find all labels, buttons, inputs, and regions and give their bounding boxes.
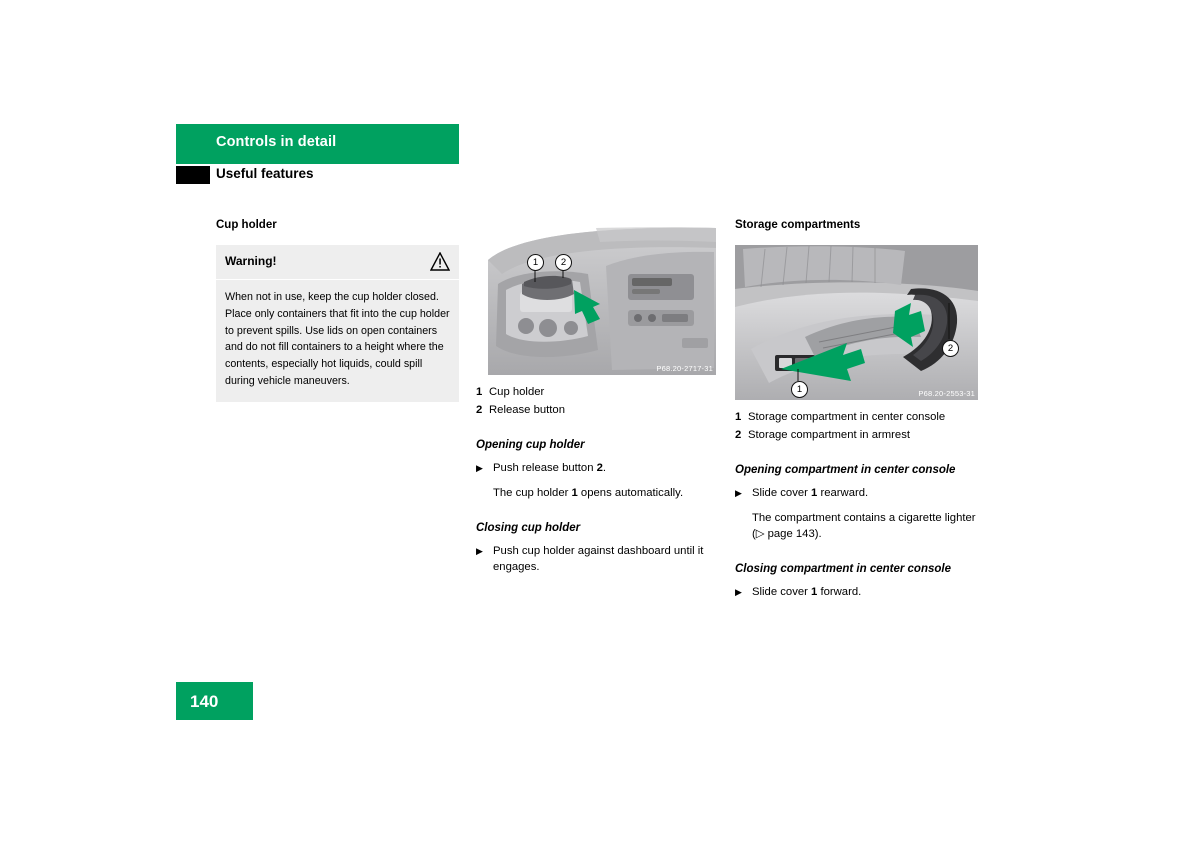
chapter-header-bar bbox=[176, 124, 459, 164]
list-item bbox=[476, 384, 721, 400]
page-number-badge bbox=[176, 682, 253, 720]
legend-text: Storage compartment in center console bbox=[748, 410, 946, 423]
chapter-title: Controls in detail bbox=[216, 134, 337, 150]
section-marker-block bbox=[176, 166, 210, 184]
figure-callout-2: 2 bbox=[555, 254, 572, 271]
opening-cup-holder-heading: Opening cup holder bbox=[476, 438, 585, 451]
legend-text: Storage compartment in armrest bbox=[748, 429, 910, 442]
triangle-bullet-icon: ▶ bbox=[735, 586, 742, 597]
step-text: Push cup holder against dashboard until it engages. bbox=[493, 544, 704, 573]
closing-cup-holder-heading: Closing cup holder bbox=[476, 521, 581, 534]
opening-compartment-heading: Opening compartment in center console bbox=[735, 463, 956, 476]
step-text: Slide cover 1 rearward. bbox=[752, 486, 869, 499]
list-item bbox=[735, 409, 980, 425]
legend-number: 2 bbox=[476, 404, 483, 417]
step-text: Slide cover 1 forward. bbox=[752, 585, 862, 598]
cup-holder-figure bbox=[476, 218, 716, 375]
column-right bbox=[735, 218, 980, 600]
page-reference-icon: ▷ bbox=[755, 528, 765, 541]
figure-code: P68.20-2553-31 bbox=[918, 388, 975, 398]
opening-cup-holder-note: The cup holder 1 opens automatically. bbox=[493, 487, 684, 500]
triangle-bullet-icon: ▶ bbox=[476, 462, 483, 473]
triangle-bullet-icon: ▶ bbox=[735, 487, 742, 498]
opening-compartment-note: The compartment contains a cigarette lighter (▷ page 143). bbox=[752, 512, 976, 541]
cup-holder-legend bbox=[476, 384, 721, 419]
figure-callout-2: 2 bbox=[942, 340, 959, 357]
warning-text: When not in use, keep the cup holder closed. Place only containers that fit into the cup holder to prevent spills. Use lids on open containers and do not fill containers to a height where the contents, especially hot liquids, could spill during vehicle maneuvers. bbox=[225, 290, 450, 387]
instruction-step bbox=[735, 485, 980, 501]
step-text: Push release button 2. bbox=[493, 461, 607, 474]
page-number: 140 bbox=[190, 692, 219, 711]
instruction-step bbox=[735, 584, 980, 600]
column-middle bbox=[476, 218, 721, 575]
section-title: Useful features bbox=[216, 166, 314, 181]
storage-compartment-legend bbox=[735, 409, 980, 444]
figure-code: P68.20-2717-31 bbox=[656, 364, 713, 373]
legend-text: Release button bbox=[489, 404, 565, 417]
storage-compartment-figure bbox=[735, 245, 978, 400]
list-item bbox=[735, 427, 980, 443]
column-left bbox=[216, 218, 459, 402]
warning-triangle-icon bbox=[430, 252, 450, 271]
legend-number: 1 bbox=[735, 410, 742, 423]
legend-number: 1 bbox=[476, 386, 483, 398]
cup-holder-illustration bbox=[476, 218, 716, 375]
warning-header bbox=[216, 245, 459, 280]
triangle-bullet-icon: ▶ bbox=[476, 545, 483, 556]
legend-number: 2 bbox=[735, 429, 742, 442]
storage-compartments-heading: Storage compartments bbox=[735, 219, 861, 231]
warning-box bbox=[216, 245, 459, 402]
warning-label: Warning! bbox=[225, 253, 277, 268]
figure-callout-1: 1 bbox=[527, 254, 544, 271]
closing-compartment-heading: Closing compartment in center console bbox=[735, 562, 951, 575]
instruction-step bbox=[476, 543, 721, 576]
instruction-step bbox=[476, 460, 721, 476]
legend-text: Cup holder bbox=[489, 386, 545, 398]
figure-callout-1: 1 bbox=[791, 381, 808, 398]
storage-compartment-illustration bbox=[735, 245, 978, 400]
list-item bbox=[476, 402, 721, 418]
cup-holder-heading: Cup holder bbox=[216, 219, 277, 231]
